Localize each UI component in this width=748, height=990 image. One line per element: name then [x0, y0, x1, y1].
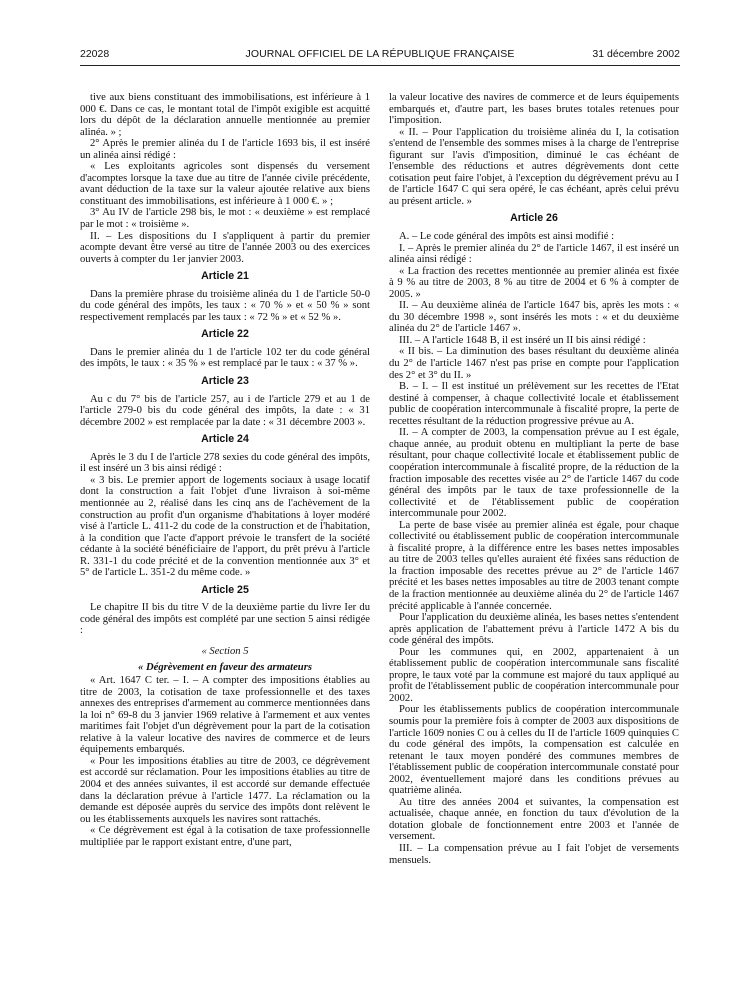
- article-heading: Article 21: [201, 270, 249, 283]
- header-rule: [80, 65, 680, 66]
- journal-title: JOURNAL OFFICIEL DE LA RÉPUBLIQUE FRANÇAISE: [245, 48, 515, 60]
- paragraph: « Pour les impositions établies au titre de 2003, ce dégrèvement est accordé sur réclamation. Pour les impositions établies au titre de 2004 et des années suivantes, il est accordé sur demande effectuée dans la déclaration prévue à l'article 1477. La réclamation ou la demande est déposée auprès du service des impôts dont relèvent le ou les établissements auxquels les navires sont rattachés.: [80, 755, 370, 825]
- paragraph: III. – A l'article 1648 B, il est inséré un II bis ainsi rédigé :: [399, 334, 646, 346]
- paragraph: « Les exploitants agricoles sont dispensés du versement d'acomptes lorsque la taxe due au titre de l'année civile précédente, avant déduction de la taxe sur la valeur ajoutée relative aux biens constituant des immobilisations, est inférieure à 1 000 €. » ;: [80, 161, 370, 207]
- page-number: 22028: [80, 48, 110, 60]
- paragraph: Dans la première phrase du troisième alinéa du 1 de l'article 50-0 du code général des impôts, les taux : « 70 % » et « 50 % » sont respectivement remplacés par les taux : « 72 % » et « 52 % ».: [80, 288, 370, 323]
- paragraph: tive aux biens constituant des immobilisations, est inférieure à 1 000 €. Dans ce cas, le montant total de l'impôt exigible est acquitté lors du dépôt de la déclaration annuelle mentionnée au premier alinéa. » ;: [80, 92, 370, 138]
- paragraph: Au titre des années 2004 et suivantes, la compensation est actualisée, chaque année, en fonction du taux d'évolution de la dotation globale de fonctionnement entre 2003 et l'année de versement.: [389, 796, 679, 843]
- paragraph: II. – Les dispositions du I s'appliquent à partir du premier acompte devant être versé au titre de l'année 2003 ou des exercices ouverts à compter du 1er janvier 2003.: [80, 230, 370, 265]
- paragraph: II. – Au deuxième alinéa de l'article 1647 bis, après les mots : « du 30 décembre 1998 », sont insérés les mots : « et du deuxième alinéa du 2° de l'article 1467 ».: [389, 300, 679, 335]
- paragraph: « 3 bis. Le premier apport de logements sociaux à usage locatif dont la construction a fait l'objet d'une livraison à soi-même mentionnée au 2, réalisé dans les cinq ans de l'achèvement de la construction au profit d'un organisme d'habitations à loyer modéré visé à l'article L. 411-2 du code de la construction et de l'habitation, à la condition que l'acte d'apport prévoie le transfert de la société cédante à la société bénéficiaire de l'apport, du prêt prévu à l'article R. 331-1 du code précité et de la convention mentionnée aux 3° et 5° de l'article L. 351-2 du même code. »: [80, 474, 370, 579]
- article-heading: Article 24: [201, 433, 249, 446]
- left-column: [80, 92, 370, 848]
- right-column: [389, 92, 679, 866]
- publication-date: 31 décembre 2002: [592, 48, 680, 60]
- paragraph: Au c du 7° bis de l'article 257, au i de l'article 279 et au 1 de l'article 279-0 bis du code général des impôts, la date : « 31 décembre 2002 » est remplacée par la date : « 31 décembre 2003 ».: [80, 393, 370, 428]
- paragraph: « Art. 1647 C ter. – I. – A compter des impositions établies au titre de 2003, la cotisation de taxe professionnelle et des taxes annexes des entreprises d'armement au commerce mentionnées dans la loi n° 69-8 du 3 janvier 1969 relative à l'armement et aux ventes maritimes fait l'objet d'un dégrèvement pour la part de la cotisation relative à la valeur locative des navires de commerce et de leurs équipements embarqués.: [80, 675, 370, 756]
- section-subtitle: « Dégrèvement en faveur des armateurs: [138, 661, 312, 673]
- paragraph: La perte de base visée au premier alinéa est égale, pour chaque collectivité ou établissement public de coopération intercommunale à fiscalité propre, à la différence entre les bases nettes imposables au titre de 2003 telles qu'elles auraient été fixées sans réduction de la fraction imposable des recettes prévue au 2° de l'article 1467 précité et les bases nettes imposables au titre de 2003 tenant compte de la fraction mentionnée au deuxième alinéa du 2° de l'article 1467 précité applicable à l'année concernée.: [389, 519, 679, 612]
- paragraph: 2° Après le premier alinéa du I de l'article 1693 bis, il est inséré un alinéa ainsi rédigé :: [80, 138, 370, 161]
- paragraph: « La fraction des recettes mentionnée au premier alinéa est fixée à 9 % au titre de 2003, 8 % au titre de 2004 et 6 % à compter de 2005. »: [389, 265, 679, 300]
- section-heading: « Section 5: [201, 645, 249, 657]
- article-heading: Article 25: [201, 583, 249, 596]
- paragraph: « Ce dégrèvement est égal à la cotisation de taxe professionnelle multipliée par le rapport existant entre, d'une part,: [80, 825, 370, 848]
- paragraph: Le chapitre II bis du titre V de la deuxième partie du livre Ier du code général des impôts est complété par une section 5 ainsi rédigée :: [80, 602, 370, 637]
- paragraph: Pour les établissements publics de coopération intercommunale soumis pour la première fois à compter de 2003 aux dispositions de l'article 1609 nonies C ou à celles du II de l'article 1609 quinquies C du code général des impôts, la compensation est calculée en retenant le taux moyen pondéré des communes membres de l'établissement public de coopération intercommunale constaté pour 2002, éventuellement majoré dans les conditions prévues au quatrième alinéa.: [389, 704, 679, 797]
- paragraph: I. – Après le premier alinéa du 2° de l'article 1467, il est inséré un alinéa ainsi rédigé :: [389, 242, 679, 266]
- paragraph: Dans le premier alinéa du 1 de l'article 102 ter du code général des impôts, le taux : « 35 % » est remplacé par le taux : « 37 % ».: [80, 346, 370, 370]
- article-heading: Article 23: [201, 375, 249, 388]
- page-header: [80, 48, 680, 64]
- paragraph: la valeur locative des navires de commerce et de leurs équipements embarqués et, d'autre part, les bases brutes totales retenues pour l'imposition.: [389, 92, 679, 127]
- paragraph: A. – Le code général des impôts est ainsi modifié :: [399, 231, 615, 243]
- article-heading: Article 26: [510, 212, 558, 225]
- paragraph: II. – A compter de 2003, la compensation prévue au I est égale, chaque année, au produit obtenu en multipliant la perte de base résultant, pour chaque collectivité locale et établissement public de coopération intercommunale à fiscalité propre, de la réduction de la fraction imposable des recettes visée au 2° de l'article 1467 du code général des impôts par le taux de taxe professionnelle de la collectivité et de l'établissement public de coopération intercommunale pour 2002.: [389, 427, 679, 520]
- article-heading: Article 22: [201, 328, 249, 341]
- paragraph: B. – I. – Il est institué un prélèvement sur les recettes de l'Etat destiné à compenser, à chaque collectivité locale et établissement public de coopération intercommunale à fiscalité propre, la perte de recettes résultant de la réduction progressive prévue au A.: [389, 381, 679, 427]
- paragraph: III. – La compensation prévue au I fait l'objet de versements mensuels.: [389, 843, 679, 866]
- paragraph: Après le 3 du I de l'article 278 sexies du code général des impôts, il est inséré un 3 bis ainsi rédigé :: [80, 451, 370, 475]
- paragraph: « II. – Pour l'application du troisième alinéa du I, la cotisation s'entend de l'ensemble des sommes mises à la charge de l'entreprise figurant sur l'avis d'imposition, diminué le cas échéant de l'ensemble des réductions et autres dégrèvements dont cette cotisation peut faire l'objet, à l'exception du dégrèvement prévu au I de l'article 1647 C qui sera opéré, le cas échéant, après celui prévu au présent article. »: [389, 126, 679, 207]
- paragraph: Pour les communes qui, en 2002, appartenaient à un établissement public de coopération intercommunale sans fiscalité propre, le taux voté par la commune est majoré du taux appliqué au profit de l'établissement public de coopération intercommunale pour 2002.: [389, 646, 679, 704]
- paragraph: Pour l'application du deuxième alinéa, les bases nettes s'entendent après application de l'abattement prévu à l'article 1472 A bis du code général des impôts.: [389, 612, 679, 647]
- paragraph: 3° Au IV de l'article 298 bis, le mot : « deuxième » est remplacé par le mot : « troisième ».: [80, 207, 370, 231]
- paragraph: « II bis. – La diminution des bases résultant du deuxième alinéa du 2° de l'article 1467 n'est pas prise en compte pour l'application des 2° et 3° du II. »: [389, 346, 679, 381]
